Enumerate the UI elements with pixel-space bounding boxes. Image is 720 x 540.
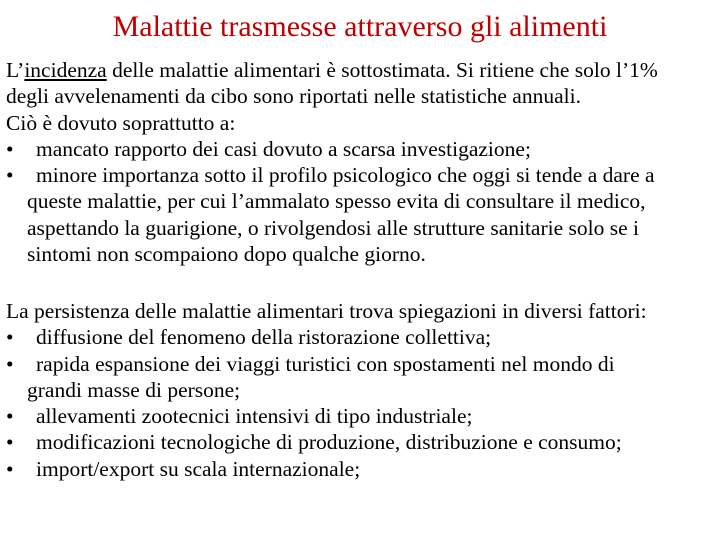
bullet-text: diffusione del fenomeno della ristorazione collettiva; (36, 325, 492, 350)
bullet-line (6, 162, 714, 188)
bullet-item (6, 456, 714, 482)
bullet-line (6, 351, 714, 377)
intro-line-2: degli avvelenamenti da cibo sono riportati nelle statistiche annuali. (6, 84, 581, 109)
intro-prefix: L’ (6, 58, 25, 82)
intro-suffix: delle malattie alimentari è sottostimata. Si ritiene che solo l’1% (106, 58, 658, 82)
bullet-text: mancato rapporto dei casi dovuto a scarsa investigazione; (36, 136, 531, 161)
intro-line-1 (6, 57, 714, 83)
section-persistence (6, 298, 714, 482)
bullet-item (6, 351, 714, 404)
bullet-dot-icon: • (6, 351, 14, 376)
bullet-line (6, 136, 714, 162)
intro-line-3: Ciò è dovuto soprattutto a: (6, 110, 236, 135)
bullet-text: rapida espansione dei viaggi turistici con spostamenti nel mondo di (36, 351, 615, 376)
section-underreporting (6, 57, 714, 267)
bullet-text: import/export su scala internazionale; (36, 456, 361, 481)
bullet-dot-icon: • (6, 163, 14, 188)
bullet-continuation: grandi masse di persone; (27, 377, 241, 402)
bullet-continuation: queste malattie, per cui l’ammalato spesso evita di consultare il medico, (27, 189, 646, 214)
bullet-item (6, 429, 714, 455)
bullet-item (6, 162, 714, 267)
bullet-item (6, 324, 714, 350)
bullet-list-causes (6, 136, 714, 267)
bullet-dot-icon: • (6, 430, 14, 455)
bullet-continuation: aspettando la guarigione, o rivolgendosi alle strutture sanitarie solo se i (27, 215, 639, 240)
bullet-continuation: sintomi non scompaiono dopo qualche giorno. (27, 242, 426, 267)
bullet-item (6, 136, 714, 162)
bullet-list-factors (6, 324, 714, 482)
bullet-dot-icon: • (6, 325, 14, 350)
bullet-line (6, 429, 714, 455)
slide-title: Malattie trasmesse attraverso gli alimenti (112, 10, 608, 43)
bullet-line (6, 324, 714, 350)
bullet-dot-icon: • (6, 404, 14, 429)
bullet-item (6, 403, 714, 429)
bullet-dot-icon: • (6, 136, 14, 161)
bullet-text: minore importanza sotto il profilo psicologico che oggi si tende a dare a (36, 163, 655, 188)
bullet-text: allevamenti zootecnici intensivi di tipo industriale; (36, 404, 473, 429)
bullet-text: modificazioni tecnologiche di produzione, distribuzione e consumo; (36, 430, 622, 455)
bullet-dot-icon: • (6, 456, 14, 481)
persistence-intro: La persistenza delle malattie alimentari trova spiegazioni in diversi fattori: (6, 299, 647, 323)
bullet-line (6, 456, 714, 482)
underlined-word-incidenza: incidenza (24, 58, 107, 82)
bullet-line (6, 403, 714, 429)
